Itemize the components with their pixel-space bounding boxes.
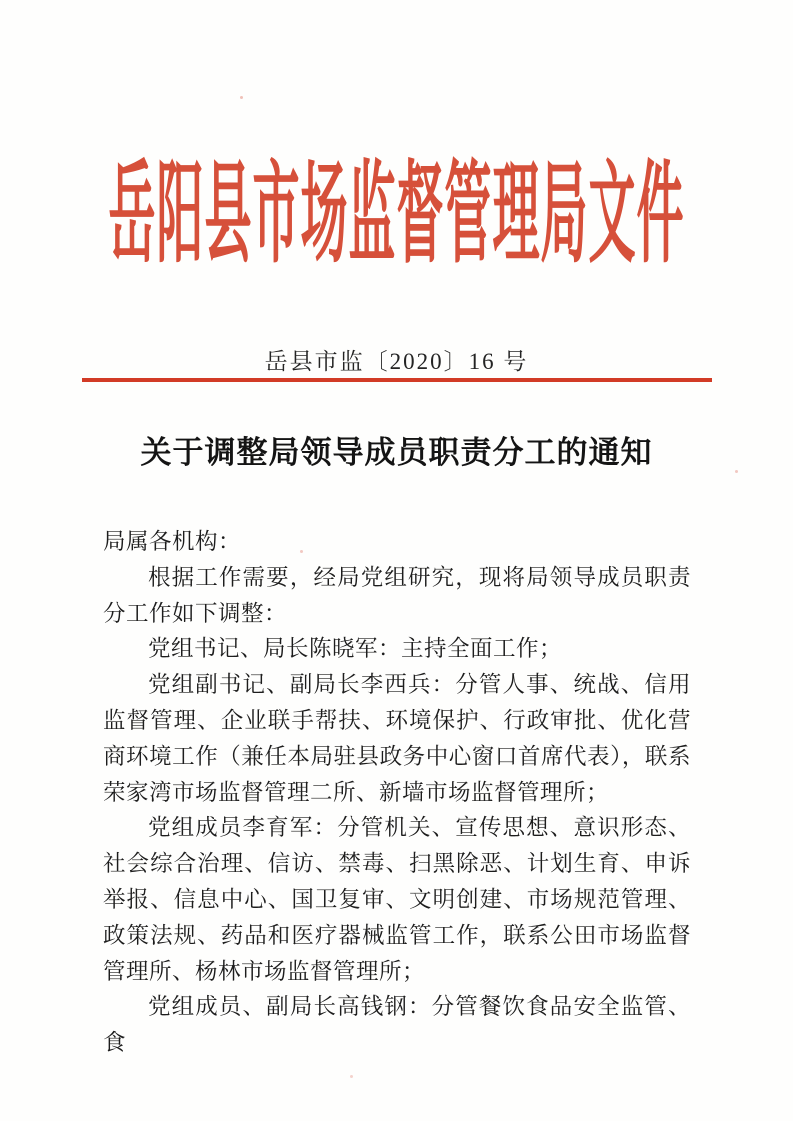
body-paragraph: 党组成员、副局长高钱钢：分管餐饮食品安全监管、食 (103, 994, 691, 1056)
org-title: 岳阳县市场监督管理局文件 (108, 154, 685, 278)
red-divider-line (82, 378, 712, 382)
scan-speckle (240, 96, 243, 99)
body-paragraph-salutation: 局属各机构： (103, 529, 242, 554)
document-letterhead (0, 154, 793, 278)
body-paragraph: 党组成员李育军：分管机关、宣传思想、意识形态、社会综合治理、信访、禁毒、扫黑除恶、计划生育、申诉举报、信息中心、国卫复审、文明创建、市场规范管理、政策法规、药品和医疗器械监管工作，联系公田市场监督管理所、杨林市场监督管理所； (103, 815, 691, 984)
body-paragraph: 党组书记、局长陈晓军：主持全面工作； (148, 636, 563, 662)
doc-number: 岳县市监〔2020〕16 号 (264, 349, 529, 374)
doc-body (103, 524, 691, 1061)
body-paragraph: 党组副书记、副局长李西兵：分管人事、统战、信用监督管理、企业联手帮扶、环境保护、行政审批、优化营商环境工作（兼任本局驻县政务中心窗口首席代表），联系荣家湾市场监督管理二所、新墙市场监督管理所； (103, 672, 691, 805)
scan-speckle (350, 1075, 353, 1078)
body-paragraph: 根据工作需要，经局党组研究，现将局领导成员职责分工作如下调整： (103, 564, 691, 626)
doc-title: 关于调整局领导成员职责分工的通知 (140, 435, 653, 470)
